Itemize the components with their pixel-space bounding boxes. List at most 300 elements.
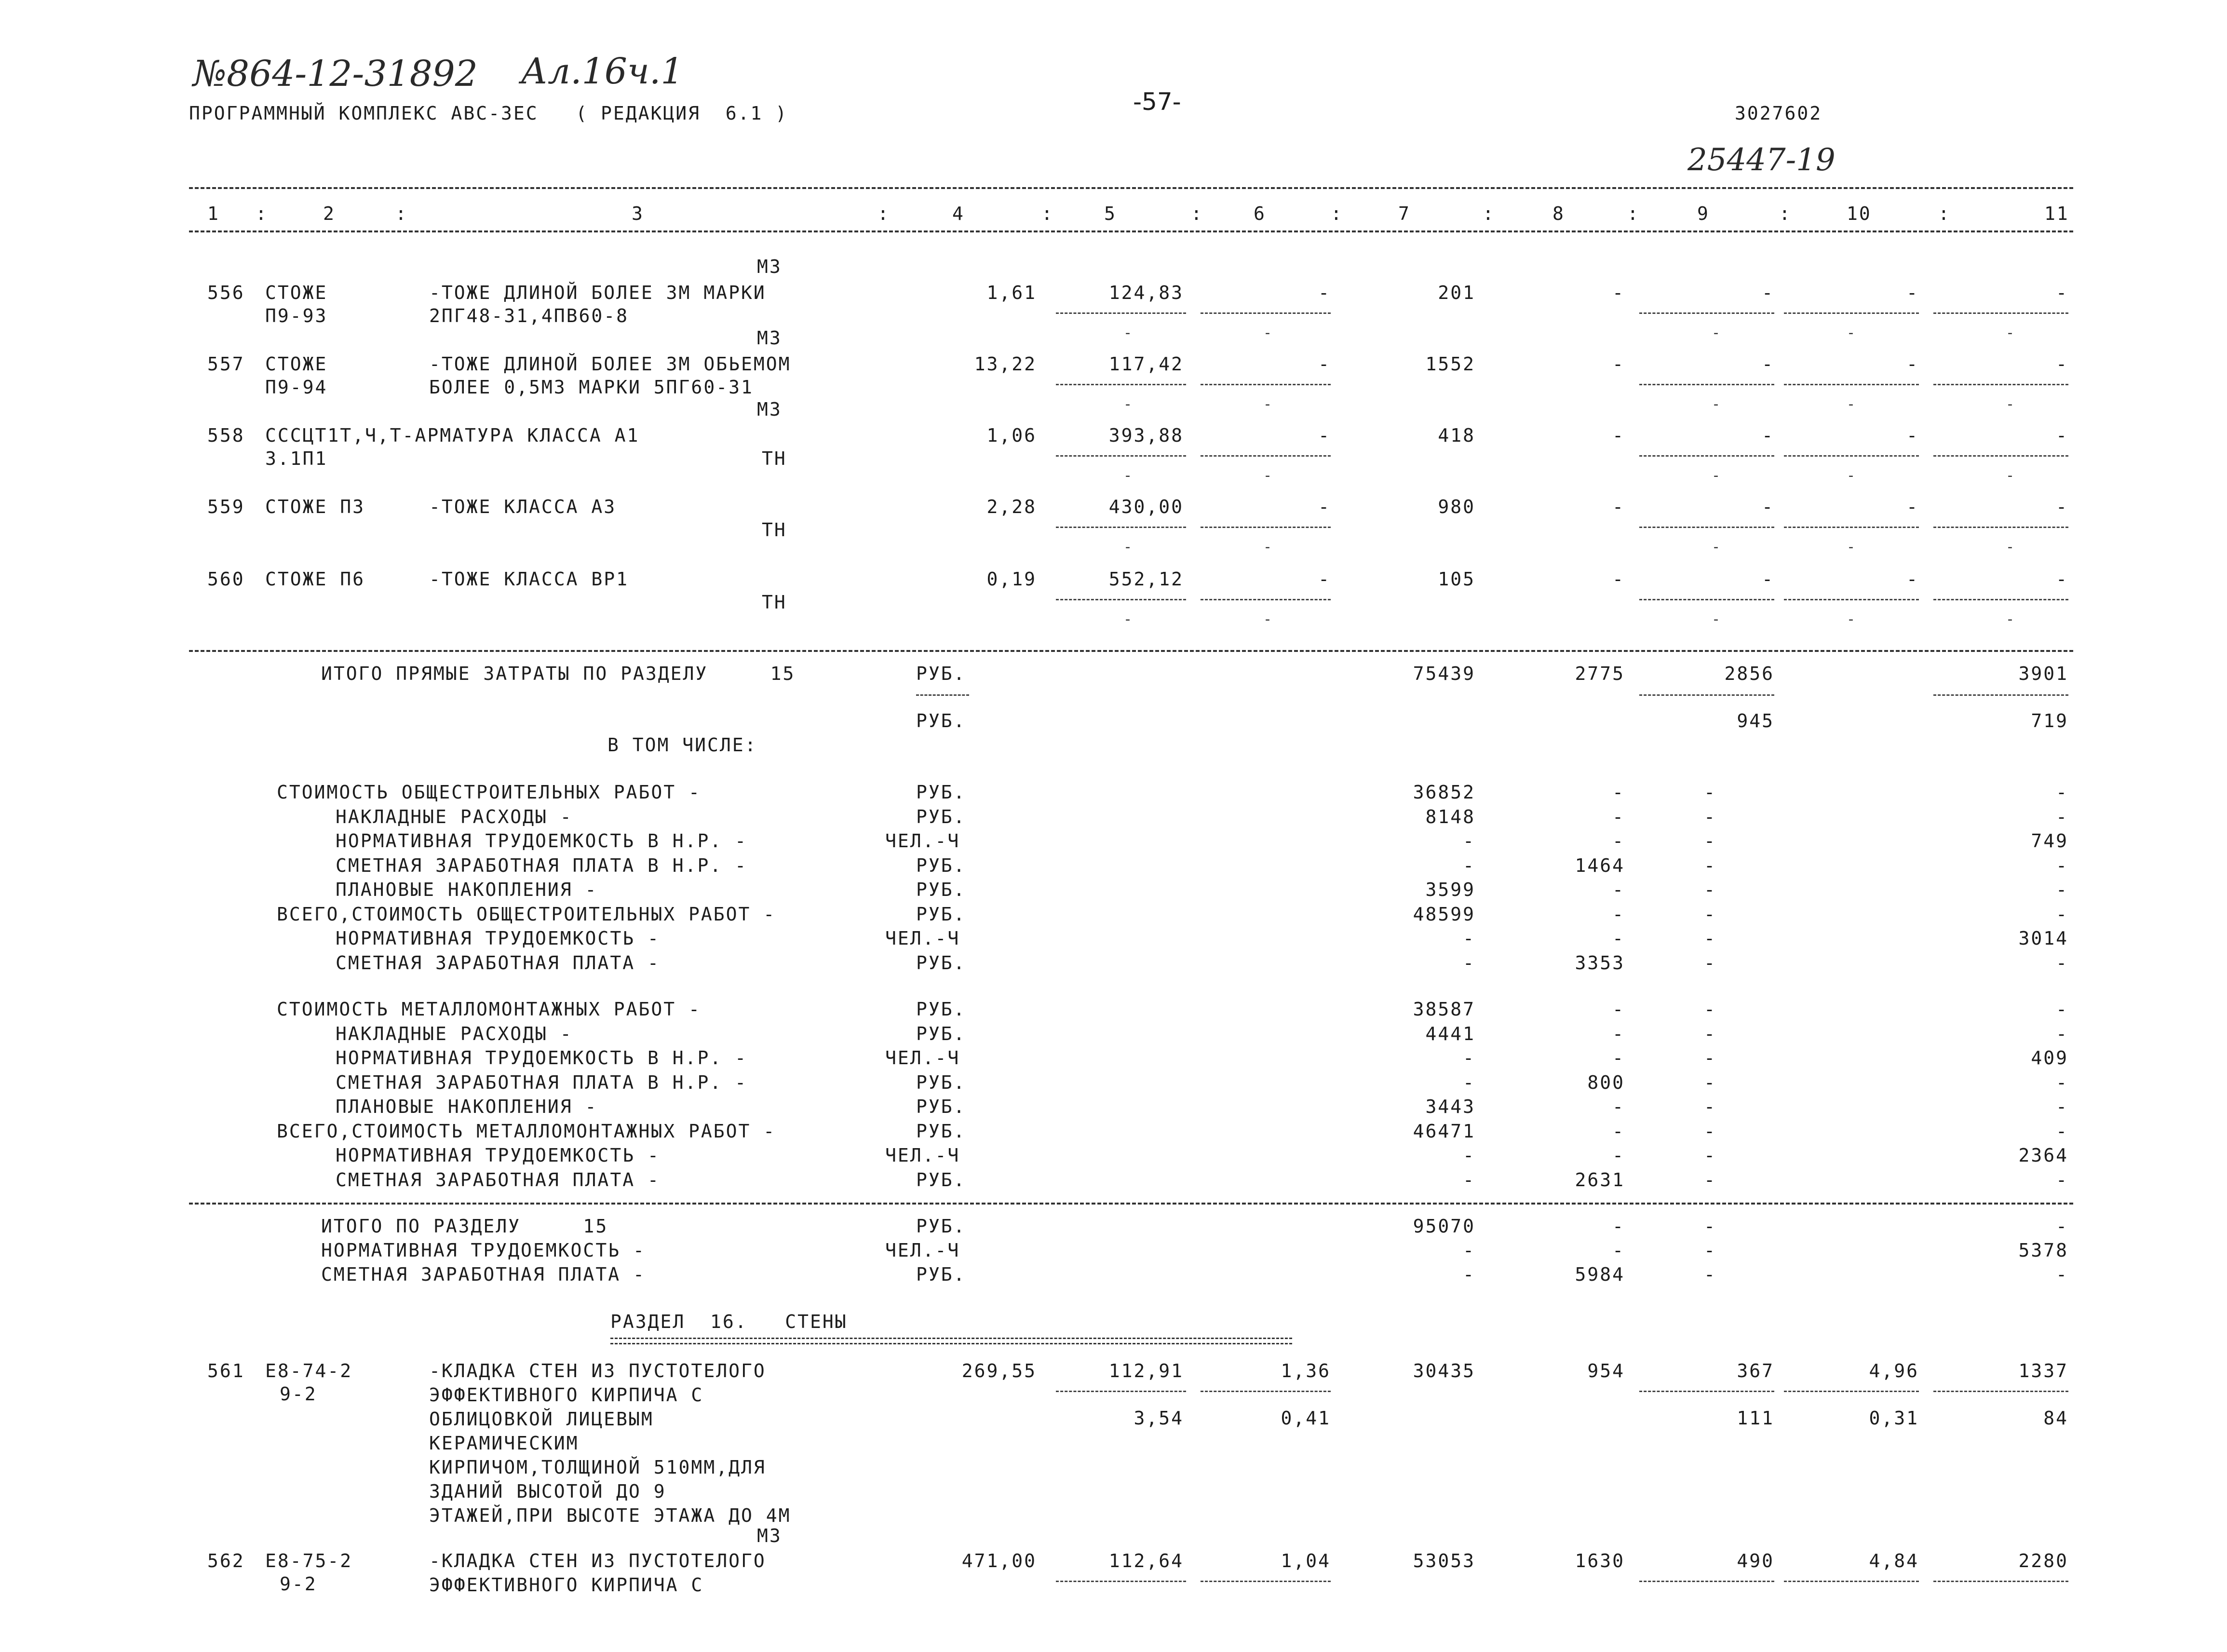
item-description: -ТОЖЕ ДЛИНОЙ БОЛЕЕ 3М ОБЬЕМОМ	[429, 353, 791, 375]
col10: -	[1906, 425, 1919, 446]
breakdown-label: СМЕТНАЯ ЗАРАБОТНАЯ ПЛАТА В Н.Р. -	[336, 1071, 747, 1093]
unit-label: РУБ.	[916, 1169, 966, 1191]
col10: 4,96	[1869, 1360, 1919, 1381]
col9: 367	[1737, 1360, 1774, 1381]
col7: 4441	[1425, 1023, 1475, 1044]
column-header: :	[1331, 203, 1343, 224]
col8: -	[1612, 806, 1625, 827]
item-number: 561	[207, 1360, 245, 1381]
col9: 490	[1737, 1550, 1774, 1571]
col11: -	[2056, 782, 2068, 803]
col11: -	[2056, 854, 2068, 876]
col11: -	[2056, 952, 2068, 974]
handwritten-album: Ал.16ч.1	[521, 51, 684, 92]
breakdown-label: ПЛАНОВЫЕ НАКОПЛЕНИЯ -	[336, 879, 598, 900]
page-number: -57-	[1133, 88, 1181, 116]
unit-label: РУБ.	[916, 879, 966, 900]
column-header: 5	[1104, 203, 1117, 224]
dash-mark: -	[1263, 396, 1272, 413]
quantity: 1,61	[986, 282, 1037, 303]
column-header: 1	[207, 203, 220, 224]
dash-mark: -	[1712, 611, 1721, 628]
cell-rule	[1933, 599, 2068, 600]
unit-label: РУБ.	[916, 782, 966, 803]
cell-rule	[1784, 527, 1919, 528]
cell-rule	[1933, 312, 2068, 314]
unit-label: ЧЕЛ.-Ч	[885, 1145, 960, 1166]
col9: -	[1762, 569, 1774, 590]
section-title-underline	[610, 1338, 1292, 1344]
program-title: ПРОГРАММНЫЙ КОМПЛЕКС АВС-3ЕС ( РЕДАКЦИЯ 6.1 )	[189, 103, 788, 124]
item-description: -ТОЖЕ КЛАССА А3	[429, 496, 617, 517]
cell-rule	[1784, 1391, 1919, 1392]
col9: -	[1704, 782, 1716, 803]
item-code: П9-93	[265, 305, 328, 326]
column-header: 10	[1847, 203, 1872, 224]
item-number: 557	[207, 353, 245, 375]
cell-rule	[1639, 599, 1774, 600]
cell-rule	[1639, 312, 1774, 314]
col7: -	[1463, 1047, 1475, 1069]
breakdown-label: СМЕТНАЯ ЗАРАБОТНАЯ ПЛАТА -	[336, 952, 660, 974]
col9: -	[1704, 1096, 1716, 1117]
cell-rule	[1933, 694, 2068, 696]
col7: -	[1463, 952, 1475, 974]
unit-label: РУБ.	[916, 1096, 966, 1117]
col10: -	[1906, 353, 1919, 375]
breakdown-label: НОРМАТИВНАЯ ТРУДОЕМКОСТЬ В Н.Р. -	[336, 830, 747, 852]
col11: -	[2056, 1023, 2068, 1044]
col7: -	[1463, 854, 1475, 876]
cell-rule	[1639, 1391, 1774, 1392]
unit-label: ЧЕЛ.-Ч	[885, 1047, 960, 1069]
col7: 95070	[1413, 1216, 1475, 1237]
dash-mark: -	[1712, 539, 1721, 555]
col11: 719	[2031, 710, 2068, 731]
cell-rule	[1201, 312, 1331, 314]
quantity: 0,19	[986, 569, 1037, 590]
col7: 46471	[1413, 1120, 1475, 1142]
item-code: СТОЖЕ	[265, 282, 328, 303]
unit-label: РУБ.	[916, 903, 966, 925]
item-code: СТОЖЕ П6	[265, 569, 365, 590]
cell-rule	[1933, 1391, 2068, 1392]
column-header: 6	[1254, 203, 1266, 224]
breakdown-label: НАКЛАДНЫЕ РАСХОДЫ -	[336, 806, 573, 827]
col11: -	[2056, 1120, 2068, 1142]
unit-label: М3	[757, 1525, 782, 1546]
col8: -	[1612, 353, 1625, 375]
dash-mark: -	[2006, 539, 2015, 555]
dash-mark: -	[1263, 539, 1272, 555]
cell-rule	[1056, 599, 1186, 600]
cell-rule	[1784, 312, 1919, 314]
col9: -	[1704, 830, 1716, 852]
col11: -	[2056, 569, 2068, 590]
col9: -	[1762, 282, 1774, 303]
cell-rule	[1639, 384, 1774, 385]
column-header: 8	[1552, 203, 1565, 224]
col6: -	[1318, 569, 1331, 590]
unit-label: РУБ.	[916, 710, 966, 731]
dash-mark: -	[2006, 396, 2015, 413]
col9: -	[1704, 1023, 1716, 1044]
item-description: -КЛАДКА СТЕН ИЗ ПУСТОТЕЛОГО	[429, 1550, 766, 1571]
col7: -	[1463, 1240, 1475, 1261]
breakdown-label: НОРМАТИВНАЯ ТРУДОЕМКОСТЬ В Н.Р. -	[336, 1047, 747, 1069]
col8: -	[1612, 1216, 1625, 1237]
item-description: ЗДАНИЙ ВЫСОТОЙ ДО 9	[429, 1481, 666, 1502]
col9: -	[1704, 1216, 1716, 1237]
handwritten-order-number: №864-12-31892	[193, 53, 478, 95]
total-cost: 1552	[1425, 353, 1475, 375]
col8: 5984	[1575, 1264, 1625, 1285]
col8: -	[1612, 1047, 1625, 1069]
unit-label: РУБ.	[916, 1023, 966, 1044]
dash-mark: -	[1123, 467, 1133, 484]
col10: 0,31	[1869, 1408, 1919, 1429]
item-code: СТОЖЕ П3	[265, 496, 365, 517]
col8: -	[1612, 999, 1625, 1020]
unit-price: 430,00	[1108, 496, 1184, 517]
section-total-label: СМЕТНАЯ ЗАРАБОТНАЯ ПЛАТА -	[321, 1264, 646, 1285]
cell-rule	[1056, 455, 1186, 457]
unit-price: 112,64	[1108, 1550, 1184, 1571]
cell-rule	[1056, 312, 1186, 314]
col7: -	[1463, 1145, 1475, 1166]
col9: -	[1704, 999, 1716, 1020]
col9: -	[1704, 952, 1716, 974]
col7: -	[1463, 1071, 1475, 1093]
col9: -	[1762, 496, 1774, 517]
col8: -	[1612, 928, 1625, 949]
unit-label: ЧЕЛ.-Ч	[885, 928, 960, 949]
dash-mark: -	[1847, 539, 1856, 555]
unit-price: 117,42	[1108, 353, 1184, 375]
unit-label: РУБ.	[916, 952, 966, 974]
col10: -	[1906, 496, 1919, 517]
col9: -	[1704, 806, 1716, 827]
cell-rule	[1933, 1581, 2068, 1582]
total-cost: 53053	[1413, 1550, 1475, 1571]
col6: 1,36	[1281, 1360, 1331, 1381]
column-header: 9	[1697, 203, 1710, 224]
col10: -	[1906, 282, 1919, 303]
col11: -	[2056, 1096, 2068, 1117]
col11: -	[2056, 1071, 2068, 1093]
column-header: :	[1041, 203, 1054, 224]
unit-label: М3	[757, 327, 782, 349]
col11: -	[2056, 879, 2068, 900]
item-description: ЭФФЕКТИВНОГО КИРПИЧА С	[429, 1384, 704, 1406]
col7: 8148	[1425, 806, 1475, 827]
col11: 2280	[2018, 1550, 2068, 1571]
col9: 111	[1737, 1408, 1774, 1429]
quantity: 471,00	[961, 1550, 1037, 1571]
col9: -	[1704, 903, 1716, 925]
breakdown-label: СТОИМОСТЬ МЕТАЛЛОМОНТАЖНЫХ РАБОТ -	[277, 999, 701, 1020]
breakdown-label: ПЛАНОВЫЕ НАКОПЛЕНИЯ -	[336, 1096, 598, 1117]
col9: -	[1704, 1047, 1716, 1069]
col11: -	[2056, 1264, 2068, 1285]
col7: 3599	[1425, 879, 1475, 900]
column-header: 3	[632, 203, 644, 224]
col8: -	[1612, 879, 1625, 900]
subtotal-label: ИТОГО ПРЯМЫЕ ЗАТРАТЫ ПО РАЗДЕЛУ 15	[321, 663, 796, 684]
unit-label: РУБ.	[916, 1264, 966, 1285]
cell-rule	[1639, 1581, 1774, 1582]
col11: 3901	[2018, 663, 2068, 684]
col6: -	[1318, 353, 1331, 375]
column-header: 2	[323, 203, 336, 224]
col11: 3014	[2018, 928, 2068, 949]
total-cost: 980	[1438, 496, 1475, 517]
col9: -	[1704, 1145, 1716, 1166]
cell-rule	[1201, 527, 1331, 528]
quantity: 13,22	[974, 353, 1037, 375]
col8: -	[1612, 1023, 1625, 1044]
col9: -	[1704, 1240, 1716, 1261]
unit-label: РУБ.	[916, 1071, 966, 1093]
dash-mark: -	[2006, 325, 2015, 341]
dash-mark: -	[1263, 325, 1272, 341]
cell-rule	[1056, 527, 1186, 528]
col8: -	[1612, 1145, 1625, 1166]
breakdown-label: ВСЕГО,СТОИМОСТЬ МЕТАЛЛОМОНТАЖНЫХ РАБОТ -	[277, 1120, 776, 1142]
quantity: 1,06	[986, 425, 1037, 446]
dash-mark: -	[2006, 611, 2015, 628]
breakdown-label: СТОИМОСТЬ ОБЩЕСТРОИТЕЛЬНЫХ РАБОТ -	[277, 782, 701, 803]
dash-mark: -	[1123, 611, 1133, 628]
col8: -	[1612, 282, 1625, 303]
cell-rule	[1201, 599, 1331, 600]
dash-mark: -	[1847, 325, 1856, 341]
item-code: Е8-75-2	[265, 1550, 353, 1571]
cell-rule	[1784, 599, 1919, 600]
item-number: 559	[207, 496, 245, 517]
col10: -	[1906, 569, 1919, 590]
item-description: -КЛАДКА СТЕН ИЗ ПУСТОТЕЛОГО	[429, 1360, 766, 1381]
col9: -	[1704, 1120, 1716, 1142]
item-description: 2ПГ48-31,4ПВ60-8	[429, 305, 629, 326]
item-code: СТОЖЕ	[265, 353, 328, 375]
cell-rule	[1056, 1581, 1186, 1582]
col8: 1464	[1575, 854, 1625, 876]
dash-mark: -	[1712, 325, 1721, 341]
unit-label: РУБ.	[916, 854, 966, 876]
cell-rule	[1056, 1391, 1186, 1392]
column-header: :	[1483, 203, 1495, 224]
column-header: :	[1627, 203, 1640, 224]
item-number: 556	[207, 282, 245, 303]
col11: -	[2056, 496, 2068, 517]
col7: 36852	[1413, 782, 1475, 803]
col6: -	[1318, 425, 1331, 446]
item-number: 560	[207, 569, 245, 590]
unit-label: РУБ.	[916, 1216, 966, 1237]
cell-rule	[916, 694, 969, 696]
col11: -	[2056, 1169, 2068, 1191]
unit-price: 393,88	[1108, 425, 1184, 446]
col9: -	[1762, 353, 1774, 375]
breakdown-label: НОРМАТИВНАЯ ТРУДОЕМКОСТЬ -	[336, 1145, 660, 1166]
column-header: :	[877, 203, 890, 224]
total-cost: 201	[1438, 282, 1475, 303]
col7: -	[1463, 1264, 1475, 1285]
cell-rule	[1201, 384, 1331, 385]
dash-mark: -	[1847, 396, 1856, 413]
unit-label: РУБ.	[916, 663, 966, 684]
header-rule-top	[189, 187, 2073, 189]
col11: 1337	[2018, 1360, 2068, 1381]
col8: -	[1612, 1240, 1625, 1261]
col8: -	[1612, 903, 1625, 925]
col8: 2631	[1575, 1169, 1625, 1191]
breakdown-label: НОРМАТИВНАЯ ТРУДОЕМКОСТЬ -	[336, 928, 660, 949]
item-number: 562	[207, 1550, 245, 1571]
unit-label: ЧЕЛ.-Ч	[885, 830, 960, 852]
section-title: РАЗДЕЛ 16. СТЕНЫ	[610, 1311, 848, 1332]
col8: 954	[1587, 1360, 1625, 1381]
item-description: -ТОЖЕ КЛАССА ВР1	[429, 569, 629, 590]
unit-price: 3,54	[1134, 1408, 1184, 1429]
unit-label: РУБ.	[916, 806, 966, 827]
item-code: П9-94	[265, 377, 328, 398]
section-total-label: НОРМАТИВНАЯ ТРУДОЕМКОСТЬ -	[321, 1240, 646, 1261]
item-code: СССЦТ1Т,Ч,Т-АРМАТУРА КЛАССА А1	[265, 425, 640, 446]
cell-rule	[1639, 694, 1774, 696]
doc-code: 3027602	[1735, 103, 1822, 124]
column-header: :	[1779, 203, 1792, 224]
col7: -	[1463, 928, 1475, 949]
col11: 5378	[2018, 1240, 2068, 1261]
column-header: :	[395, 203, 408, 224]
col8: -	[1612, 830, 1625, 852]
dash-mark: -	[1123, 325, 1133, 341]
dash-mark: -	[1123, 539, 1133, 555]
col10: 4,84	[1869, 1550, 1919, 1571]
dash-mark: -	[1712, 396, 1721, 413]
cell-rule	[1201, 455, 1331, 457]
dash-mark: -	[1263, 611, 1272, 628]
col9: -	[1762, 425, 1774, 446]
unit-label: М3	[757, 399, 782, 420]
total-cost: 105	[1438, 569, 1475, 590]
col8: 800	[1587, 1071, 1625, 1093]
col7: 48599	[1413, 903, 1475, 925]
cell-rule	[1201, 1391, 1331, 1392]
item-description: КИРПИЧОМ,ТОЛЩИНОЙ 510ММ,ДЛЯ	[429, 1457, 766, 1478]
dash-mark: -	[1123, 396, 1133, 413]
cell-rule	[1639, 455, 1774, 457]
cell-rule	[1933, 455, 2068, 457]
dash-mark: -	[2006, 467, 2015, 484]
col7: 3443	[1425, 1096, 1475, 1117]
cell-rule	[1933, 384, 2068, 385]
unit-price: 112,91	[1108, 1360, 1184, 1381]
col7: -	[1463, 830, 1475, 852]
col11: -	[2056, 903, 2068, 925]
breakdown-label: СМЕТНАЯ ЗАРАБОТНАЯ ПЛАТА В Н.Р. -	[336, 854, 747, 876]
cell-rule	[1201, 1581, 1331, 1582]
column-header: :	[1191, 203, 1203, 224]
item-code: 3.1П1	[265, 448, 328, 469]
item-description: БОЛЕЕ 0,5М3 МАРКИ 5ПГ60-31	[429, 377, 754, 398]
item-code: Е8-74-2	[265, 1360, 353, 1381]
breakdown-label: ВСЕГО,СТОИМОСТЬ ОБЩЕСТРОИТЕЛЬНЫХ РАБОТ -	[277, 903, 776, 925]
col6: 1,04	[1281, 1550, 1331, 1571]
quantity: 2,28	[986, 496, 1037, 517]
col11: 409	[2031, 1047, 2068, 1069]
cell-rule	[1933, 527, 2068, 528]
cell-rule	[1784, 455, 1919, 457]
unit-price: 124,83	[1108, 282, 1184, 303]
unit-label: ТН	[762, 519, 787, 541]
handwritten-inventory: 25447-19	[1687, 142, 1836, 178]
item-description: КЕРАМИЧЕСКИМ	[429, 1433, 579, 1454]
total-cost: 75439	[1413, 663, 1475, 684]
item-number: 558	[207, 425, 245, 446]
col9: -	[1704, 1071, 1716, 1093]
col11: -	[2056, 999, 2068, 1020]
total-cost: 30435	[1413, 1360, 1475, 1381]
unit-price: 552,12	[1108, 569, 1184, 590]
unit-label: РУБ.	[916, 1120, 966, 1142]
col11: -	[2056, 425, 2068, 446]
breakdown-label: НАКЛАДНЫЕ РАСХОДЫ -	[336, 1023, 573, 1044]
column-header: :	[1938, 203, 1951, 224]
column-header: 11	[2044, 203, 2069, 224]
col8: 1630	[1575, 1550, 1625, 1571]
col8: -	[1612, 782, 1625, 803]
item-description: -ТОЖЕ ДЛИНОЙ БОЛЕЕ 3М МАРКИ	[429, 282, 766, 303]
col6: 0,41	[1281, 1408, 1331, 1429]
unit-label: М3	[757, 256, 782, 277]
dash-mark: -	[1847, 611, 1856, 628]
header-rule-bottom	[189, 230, 2073, 232]
col9: 2856	[1724, 663, 1774, 684]
col8: 3353	[1575, 952, 1625, 974]
col8: -	[1612, 425, 1625, 446]
column-header: 4	[952, 203, 965, 224]
item-description: ОБЛИЦОВКОЙ ЛИЦЕВЫМ	[429, 1408, 654, 1430]
col11: -	[2056, 806, 2068, 827]
item-code: 9-2	[280, 1383, 317, 1405]
col9: -	[1704, 1169, 1716, 1191]
item-description: ЭФФЕКТИВНОГО КИРПИЧА С	[429, 1574, 704, 1596]
total-cost: 418	[1438, 425, 1475, 446]
col9: 945	[1737, 710, 1774, 731]
item-description: ЭТАЖЕЙ,ПРИ ВЫСОТЕ ЭТАЖА ДО 4М	[429, 1505, 791, 1526]
col11: -	[2056, 282, 2068, 303]
dash-mark: -	[1263, 467, 1272, 484]
breakdown-label: СМЕТНАЯ ЗАРАБОТНАЯ ПЛАТА -	[336, 1169, 660, 1191]
col11: 749	[2031, 830, 2068, 852]
col9: -	[1704, 928, 1716, 949]
column-header: 7	[1398, 203, 1411, 224]
unit-label: ТН	[762, 592, 787, 613]
col11: 84	[2043, 1408, 2068, 1429]
col7: -	[1463, 1169, 1475, 1191]
including-label: В ТОМ ЧИСЛЕ:	[607, 734, 757, 756]
column-header: :	[256, 203, 268, 224]
dash-mark: -	[1847, 467, 1856, 484]
item-code: 9-2	[280, 1573, 317, 1595]
col9: -	[1704, 854, 1716, 876]
cell-rule	[1784, 1581, 1919, 1582]
cell-rule	[1639, 527, 1774, 528]
col8: 2775	[1575, 663, 1625, 684]
